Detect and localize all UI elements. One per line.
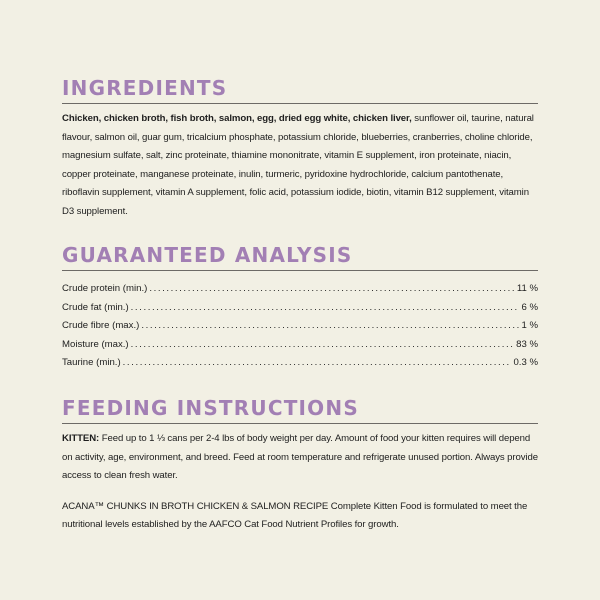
analysis-row-fat [62, 299, 538, 318]
feeding-kitten-text [62, 430, 538, 486]
analysis-label: Moisture (max.) [62, 338, 129, 350]
dot-leader [131, 336, 514, 355]
feeding-divider [62, 423, 538, 424]
analysis-row-taurine [62, 354, 538, 373]
analysis-section [62, 243, 538, 373]
kitten-label: KITTEN: [62, 433, 100, 444]
dot-leader [123, 354, 512, 373]
feeding-section [62, 396, 538, 535]
ingredients-heading: INGREDIENTS [62, 76, 228, 100]
analysis-value: 83 % [516, 338, 538, 350]
dot-leader [141, 317, 519, 336]
analysis-value: 11 % [516, 283, 538, 294]
ingredients-main-list: Chicken, chicken broth, fish broth, salmon, egg, dried egg white, chicken liver, [62, 113, 412, 124]
ingredients-divider [62, 103, 538, 104]
analysis-row-fibre [62, 317, 538, 336]
analysis-label: Crude fat (min.) [62, 301, 129, 313]
analysis-table [62, 280, 538, 373]
feeding-heading: FEEDING INSTRUCTIONS [62, 396, 359, 420]
analysis-row-moisture [62, 336, 538, 355]
ingredients-secondary-list: sunflower oil, taurine, natural flavour, salmon oil, guar gum, tricalcium phosphate, potassium chloride, blueberries, cranberries, choline chloride, magnesium sulfate, salt, zinc proteinate, thiamine mononitrate, vitamin E supplement, iron proteinate, niacin, copper proteinate, manganese proteinate, inulin, turmeric, pyridoxine hydrochloride, calcium pantothenate, riboflavin supplement, vitamin A supplement, folic acid, potassium iodide, biotin, vitamin B12 supplement, vitamin D3 supplement. [62, 113, 534, 217]
analysis-value: 6 % [521, 301, 538, 313]
ingredients-text [62, 110, 538, 222]
analysis-value: 1 % [521, 320, 538, 332]
analysis-row-protein [62, 280, 538, 299]
kitten-instructions: Feed up to 1 ⅓ cans per 2-4 lbs of body weight per day. Amount of food your kitten requires will depend on activity, age, environment, and breed. Feed at room temperature and refrigerate unused portion. Always provide access to clean fresh water. [62, 433, 538, 482]
analysis-label: Crude fibre (max.) [62, 320, 140, 332]
ingredients-section [62, 76, 538, 222]
analysis-divider [62, 270, 538, 271]
dot-leader [131, 299, 520, 318]
analysis-value: 0.3 % [513, 357, 538, 369]
aafco-statement: ACANA™ CHUNKS IN BROTH CHICKEN & SALMON RECIPE Complete Kitten Food is formulated to meet the nutritional levels established by the AAFCO Cat Food Nutrient Profiles for growth. [62, 500, 528, 531]
analysis-heading: GUARANTEED ANALYSIS [62, 243, 353, 267]
analysis-label: Taurine (min.) [62, 357, 121, 369]
analysis-label: Crude protein (min.) [62, 283, 148, 294]
dot-leader [149, 280, 515, 299]
